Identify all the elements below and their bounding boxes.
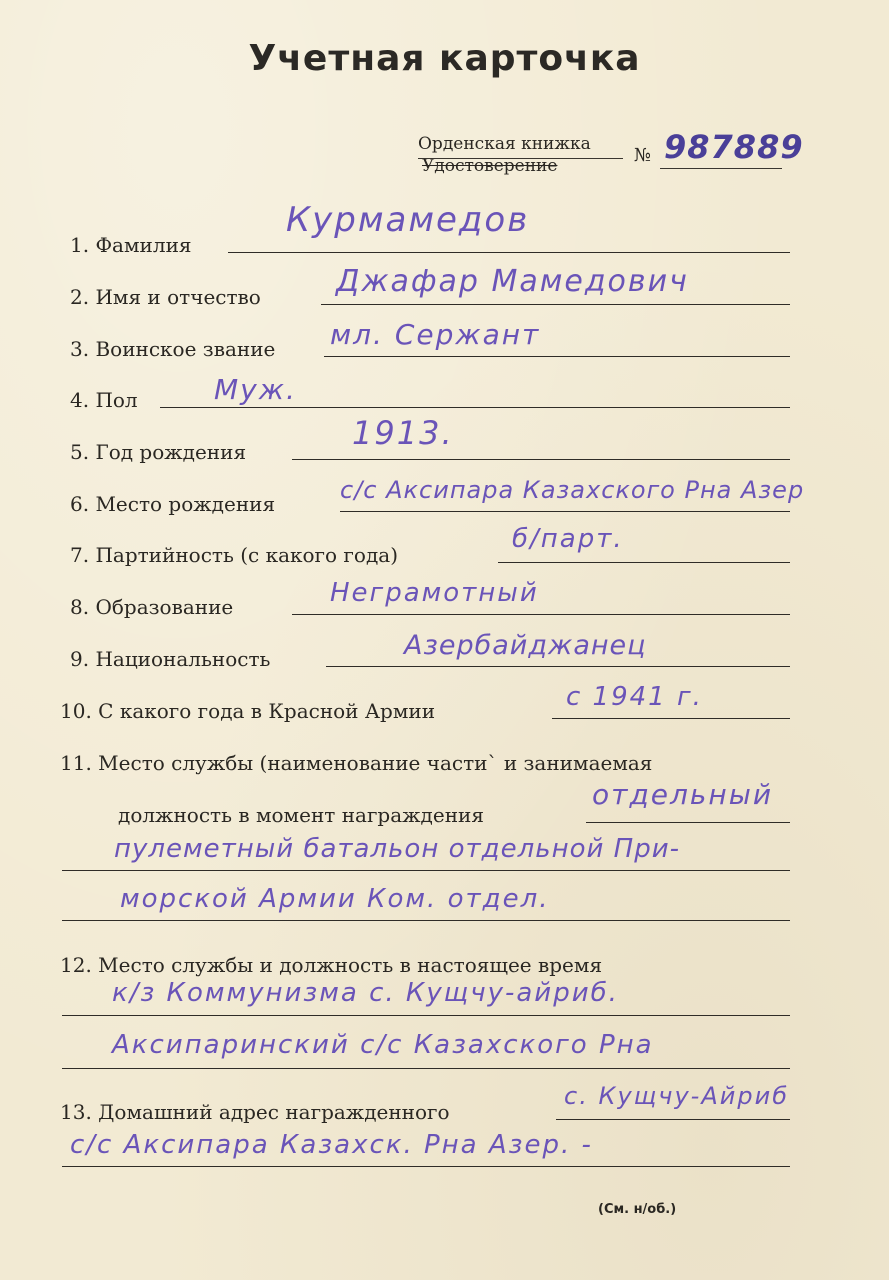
field-12-value-1: к/з Коммунизма с. Кущчу-айриб.	[112, 978, 619, 1008]
field-6-line	[340, 511, 790, 512]
field-8-line	[292, 614, 790, 615]
field-11-label: 11. Место службы (наименование части` и занимаемая	[60, 751, 653, 775]
field-8-value: Неграмотный	[330, 578, 539, 608]
field-12-label: 12. Место службы и должность в настоящее время	[60, 953, 603, 977]
field-9-label: 9. Национальность	[70, 647, 271, 671]
field-6-label: 6. Место рождения	[70, 492, 276, 516]
field-13-value-2: с/с Аксипара Казахск. Рна Азер. -	[70, 1130, 593, 1160]
field-9-value: Азербайджанец	[404, 630, 647, 661]
order-book-divider	[418, 158, 623, 159]
field-2-label: 2. Имя и отчество	[70, 285, 261, 309]
field-3-value: мл. Сержант	[330, 318, 541, 351]
field-5-line	[292, 459, 790, 460]
order-book-line1: Орденская книжка	[418, 134, 591, 154]
field-4-label: 4. Пол	[70, 388, 138, 412]
field-4-value: Муж.	[214, 373, 297, 406]
field-10-value: с 1941 г.	[566, 682, 703, 712]
card-title: Учетная карточка	[248, 38, 641, 79]
see-reverse-note: (См. н/об.)	[598, 1202, 677, 1217]
field-11-line-1	[586, 822, 790, 823]
field-10-line	[552, 718, 790, 719]
field-3-label: 3. Воинское звание	[70, 337, 276, 361]
field-9-line	[326, 666, 790, 667]
certificate-struck: Удостоверение	[422, 156, 558, 176]
field-11-value-1: отдельный	[592, 778, 774, 811]
field-1-label: 1. Фамилия	[70, 233, 192, 257]
order-book-label	[418, 134, 591, 176]
field-13-value-1: с. Кущчу-Айриб	[564, 1082, 789, 1110]
field-11-line-2	[62, 870, 790, 871]
field-4-line	[160, 407, 790, 408]
field-13-line-2	[62, 1166, 790, 1167]
field-7-label: 7. Партийность (с какого года)	[70, 543, 398, 567]
field-7-line	[498, 562, 790, 563]
field-5-value: 1913.	[352, 414, 454, 452]
field-12-line-1	[62, 1015, 790, 1016]
field-1-value: Курмамедов	[286, 200, 530, 240]
field-11-line-3	[62, 920, 790, 921]
field-13-label: 13. Домашний адрес награжденного	[60, 1100, 450, 1124]
field-8-label: 8. Образование	[70, 595, 234, 619]
field-11-value-3: морской Армии Ком. отдел.	[120, 884, 550, 914]
field-7-value: б/парт.	[512, 524, 624, 554]
number-underline	[660, 168, 782, 169]
field-13-line-1	[556, 1119, 790, 1120]
field-2-line	[321, 304, 790, 305]
field-10-label: 10. С какого года в Красной Армии	[60, 699, 436, 723]
field-3-line	[324, 356, 790, 357]
field-1-line	[228, 252, 790, 253]
order-book-number: 987889	[664, 128, 804, 166]
field-11-value-2: пулеметный батальон отдельной При-	[114, 834, 680, 864]
field-11-label-2: должность в момент награждения	[118, 803, 484, 827]
field-2-value: Джафар Мамедович	[336, 264, 689, 299]
field-12-line-2	[62, 1068, 790, 1069]
field-5-label: 5. Год рождения	[70, 440, 247, 464]
field-6-value: с/с Аксипара Казахского Рна Азер	[340, 476, 805, 504]
number-sign: №	[634, 145, 652, 166]
field-12-value-2: Аксипаринский с/с Казахского Рна	[112, 1030, 654, 1060]
